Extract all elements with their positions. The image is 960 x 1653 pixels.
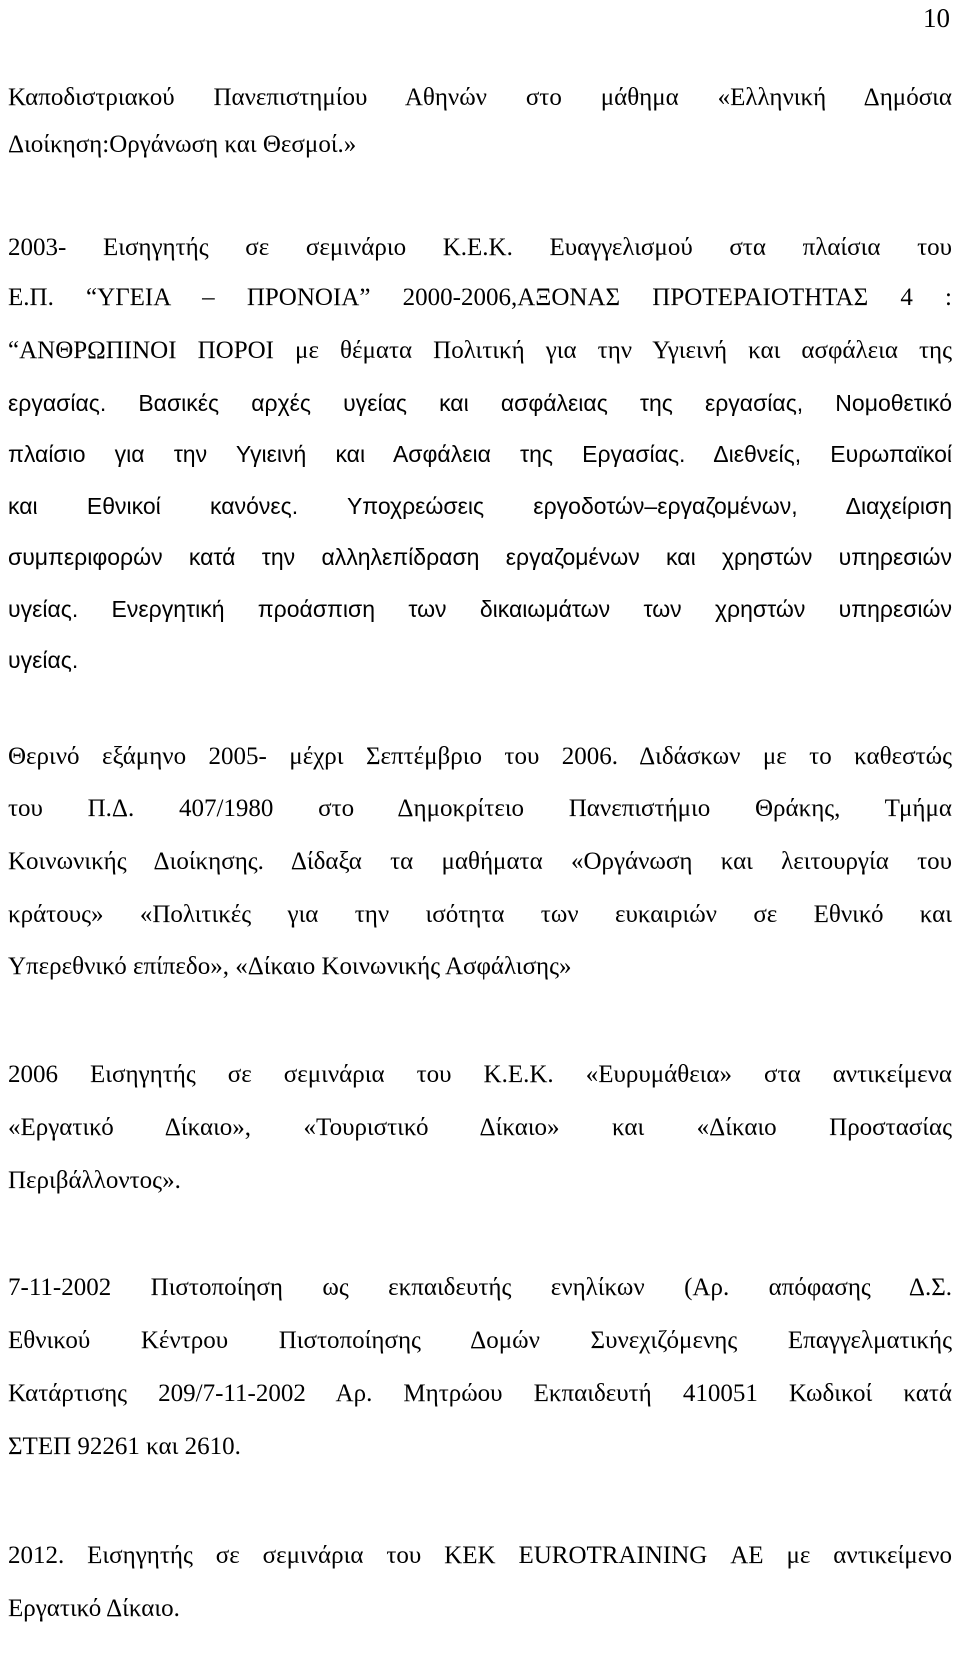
text-line: υγείας. Ενεργητική προάσπιση των δικαιωμάτων των χρηστών υπηρεσιών xyxy=(8,596,952,622)
text-line: Θερινό εξάμηνο 2005- μέχρι Σεπτέμβριο του 2006. Διδάσκων με το καθεστώς xyxy=(8,743,952,770)
text-line: 2003- Εισηγητής σε σεμινάριο Κ.Ε.Κ. Ευαγγελισμού στα πλαίσια του xyxy=(8,234,952,261)
text-line: Διοίκηση:Οργάνωση και Θεσμοί.» xyxy=(8,131,357,158)
text-line: συμπεριφορών κατά την αλληλεπίδραση εργαζομένων και χρηστών υπηρεσιών xyxy=(8,544,952,570)
page-number: 10 xyxy=(923,3,950,33)
text-line: πλαίσιο για την Υγιεινή και Ασφάλεια της Εργασίας. Διεθνείς, Ευρωπαϊκοί xyxy=(8,441,952,467)
text-line: ΣΤΕΠ 92261 και 2610. xyxy=(8,1433,241,1460)
text-line: Ε.Π. “ΥΓΕΙΑ – ΠΡΟΝΟΙΑ” 2000-2006,ΑΞΟΝΑΣ ΠΡΟΤΕΡΑΙΟΤΗΤΑΣ 4 : xyxy=(8,284,952,311)
text-line: του Π.Δ. 407/1980 στο Δημοκρίτειο Πανεπιστήμιο Θράκης, Τμήμα xyxy=(8,795,952,822)
text-line: «Εργατικό Δίκαιο», «Τουριστικό Δίκαιο» και «Δίκαιο Προστασίας xyxy=(8,1114,952,1141)
text-line: Εργατικό Δίκαιο. xyxy=(8,1595,180,1622)
text-line: 7-11-2002 Πιστοποίηση ως εκπαιδευτής ενηλίκων (Αρ. απόφασης Δ.Σ. xyxy=(8,1274,952,1301)
text-line: Κατάρτισης 209/7-11-2002 Αρ. Μητρώου Εκπαιδευτή 410051 Κωδικοί κατά xyxy=(8,1380,952,1407)
text-line: 2006 Εισηγητής σε σεμινάρια του Κ.Ε.Κ. «Ευρυμάθεια» στα αντικείμενα xyxy=(8,1061,952,1088)
text-line: Καποδιστριακού Πανεπιστημίου Αθηνών στο μάθημα «Ελληνική Δημόσια xyxy=(8,84,952,111)
text-line: εργασίας. Βασικές αρχές υγείας και ασφάλειας της εργασίας, Νομοθετικό xyxy=(8,390,952,416)
text-line: Περιβάλλοντος». xyxy=(8,1167,181,1194)
text-line: υγείας. xyxy=(8,647,79,673)
text-line: και Εθνικοί κανόνες. Υποχρεώσεις εργοδοτών–εργαζομένων, Διαχείριση xyxy=(8,493,952,519)
text-line: κράτους» «Πολιτικές για την ισότητα των ευκαιριών σε Εθνικό και xyxy=(8,901,952,928)
text-line: “ΑΝΘΡΩΠΙΝΟΙ ΠΟΡΟΙ με θέματα Πολιτική για την Υγιεινή και ασφάλεια της xyxy=(8,337,952,364)
text-line: 2012. Εισηγητής σε σεμινάρια του ΚΕΚ EUROTRAINING ΑΕ με αντικείμενο xyxy=(8,1542,952,1569)
text-line: Κοινωνικής Διοίκησης. Δίδαξα τα μαθήματα «Οργάνωση και λειτουργία του xyxy=(8,848,952,875)
text-line: Υπερεθνικό επίπεδο», «Δίκαιο Κοινωνικής Ασφάλισης» xyxy=(8,953,572,980)
text-line: Εθνικού Κέντρου Πιστοποίησης Δομών Συνεχιζόμενης Επαγγελματικής xyxy=(8,1327,952,1354)
